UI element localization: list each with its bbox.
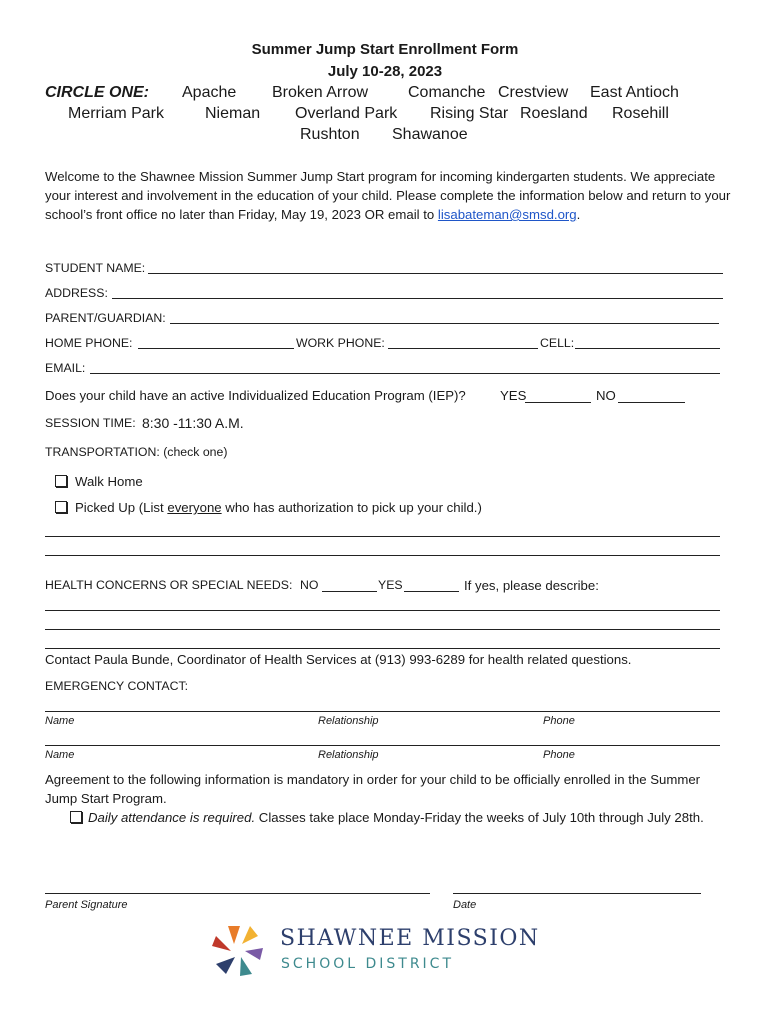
- iep-yes-line[interactable]: [525, 402, 591, 403]
- intro-end: .: [576, 207, 581, 222]
- session-time-label: SESSION TIME:: [45, 416, 136, 430]
- cell-line[interactable]: [575, 348, 720, 349]
- health-yes-line[interactable]: [404, 591, 459, 592]
- work-phone-label: WORK PHONE:: [296, 336, 385, 350]
- school-option-crestview[interactable]: Crestview: [498, 84, 569, 101]
- school-option-roesland[interactable]: Roesland: [520, 105, 588, 122]
- school-option-nieman[interactable]: Nieman: [205, 105, 261, 122]
- parent-signature-line[interactable]: [45, 893, 430, 894]
- parent-guardian-line[interactable]: [170, 323, 719, 324]
- iep-question: Does your child have an active Individualized Education Program (IEP)?: [45, 388, 466, 403]
- work-phone-line[interactable]: [388, 348, 538, 349]
- emergency-line-1[interactable]: [45, 711, 720, 712]
- health-describe-label: If yes, please describe:: [464, 578, 599, 593]
- health-yes-label: YES: [378, 578, 403, 592]
- health-line-1[interactable]: [45, 610, 720, 611]
- transportation-label: [45, 445, 227, 459]
- walk-home-option[interactable]: [55, 474, 143, 489]
- health-no-label: NO: [300, 578, 319, 592]
- checkbox-icon[interactable]: [70, 811, 82, 823]
- school-option-merriam-park[interactable]: Merriam Park: [68, 105, 165, 122]
- emergency-relationship-caption-1: Relationship: [318, 715, 379, 727]
- picked-up-suffix: who has authorization to pick up your child.): [221, 500, 482, 515]
- school-option-east-antioch[interactable]: East Antioch: [590, 84, 679, 101]
- home-phone-line[interactable]: [138, 348, 294, 349]
- parent-guardian-label: PARENT/GUARDIAN:: [45, 311, 166, 325]
- picked-up-prefix: Picked Up (List: [75, 500, 168, 515]
- emergency-relationship-caption-2: Relationship: [318, 749, 379, 761]
- checkbox-icon[interactable]: [55, 475, 67, 487]
- daily-attendance-rest: Classes take place Monday-Friday the weeks of July 10th through July 28th.: [255, 810, 704, 825]
- student-name-label: STUDENT NAME:: [45, 261, 146, 275]
- emergency-line-2[interactable]: [45, 745, 720, 746]
- emergency-phone-caption-1: Phone: [543, 715, 575, 727]
- emergency-name-caption-1: Name: [45, 715, 75, 727]
- form-dates: July 10-28, 2023: [327, 63, 443, 80]
- parent-signature-caption: Parent Signature: [45, 899, 128, 911]
- session-time-value: 8:30 -11:30 A.M.: [142, 415, 244, 431]
- school-option-apache[interactable]: Apache: [182, 84, 237, 101]
- iep-yes-label: YES: [500, 388, 527, 403]
- pickup-line-1[interactable]: [45, 536, 720, 537]
- agreement-paragraph: Agreement to the following information is mandatory in order for your child to be officially enrolled in the Summer Jump Start Program.: [45, 772, 701, 806]
- home-phone-label: HOME PHONE:: [45, 336, 133, 350]
- checkbox-icon[interactable]: [55, 501, 67, 513]
- school-option-broken-arrow[interactable]: Broken Arrow: [272, 84, 369, 101]
- school-option-rising-star[interactable]: Rising Star: [430, 105, 509, 122]
- address-line[interactable]: [112, 298, 723, 299]
- district-subtitle: SCHOOL DISTRICT: [281, 956, 455, 972]
- email-label: EMAIL:: [45, 361, 86, 375]
- cell-label: CELL:: [540, 336, 575, 350]
- contact-email-link[interactable]: lisabateman@smsd.org: [437, 207, 577, 222]
- form-title: Summer Jump Start Enrollment Form: [251, 41, 519, 58]
- transportation-hint: (check one): [163, 445, 228, 459]
- emergency-name-caption-2: Name: [45, 749, 75, 761]
- school-option-rosehill[interactable]: Rosehill: [612, 105, 669, 122]
- intro-text: Welcome to the Shawnee Mission Summer Jump Start program for incoming kindergarten students. We appreciate your interest and involvement in the education of your child. Please complete the information below and return to your school’s front office no later than Friday, May 19, 2023 OR email to: [45, 169, 731, 222]
- emergency-phone-caption-2: Phone: [543, 749, 575, 761]
- school-option-rushton[interactable]: Rushton: [300, 126, 360, 143]
- walk-home-label: Walk Home: [75, 474, 143, 489]
- pickup-line-2[interactable]: [45, 555, 720, 556]
- daily-attendance-item: [70, 808, 730, 827]
- school-option-overland-park[interactable]: Overland Park: [295, 105, 398, 122]
- picked-up-option[interactable]: [55, 500, 482, 515]
- student-name-line[interactable]: [148, 273, 723, 274]
- address-label: ADDRESS:: [45, 286, 108, 300]
- circle-one-label: CIRCLE ONE:: [45, 84, 149, 101]
- picked-up-emphasis: everyone: [167, 500, 222, 515]
- school-option-shawanoe[interactable]: Shawanoe: [392, 126, 468, 143]
- district-name: SHAWNEE MISSION: [280, 926, 540, 951]
- iep-no-line[interactable]: [618, 402, 685, 403]
- health-line-2[interactable]: [45, 629, 720, 630]
- transportation-label-text: TRANSPORTATION:: [45, 445, 160, 459]
- emergency-contact-label: EMERGENCY CONTACT:: [45, 679, 189, 693]
- email-line[interactable]: [90, 373, 720, 374]
- intro-paragraph: [45, 167, 735, 224]
- health-contact-note: Contact Paula Bunde, Coordinator of Health Services at (913) 993-6289 for health related questions.: [45, 652, 632, 667]
- daily-attendance-emphasis: Daily attendance is required.: [88, 810, 256, 825]
- health-no-line[interactable]: [322, 591, 377, 592]
- iep-no-label: NO: [596, 388, 616, 403]
- date-caption: Date: [453, 899, 477, 911]
- health-label: HEALTH CONCERNS OR SPECIAL NEEDS:: [45, 578, 293, 592]
- date-line[interactable]: [453, 893, 701, 894]
- school-option-comanche[interactable]: Comanche: [408, 84, 486, 101]
- health-line-3[interactable]: [45, 648, 720, 649]
